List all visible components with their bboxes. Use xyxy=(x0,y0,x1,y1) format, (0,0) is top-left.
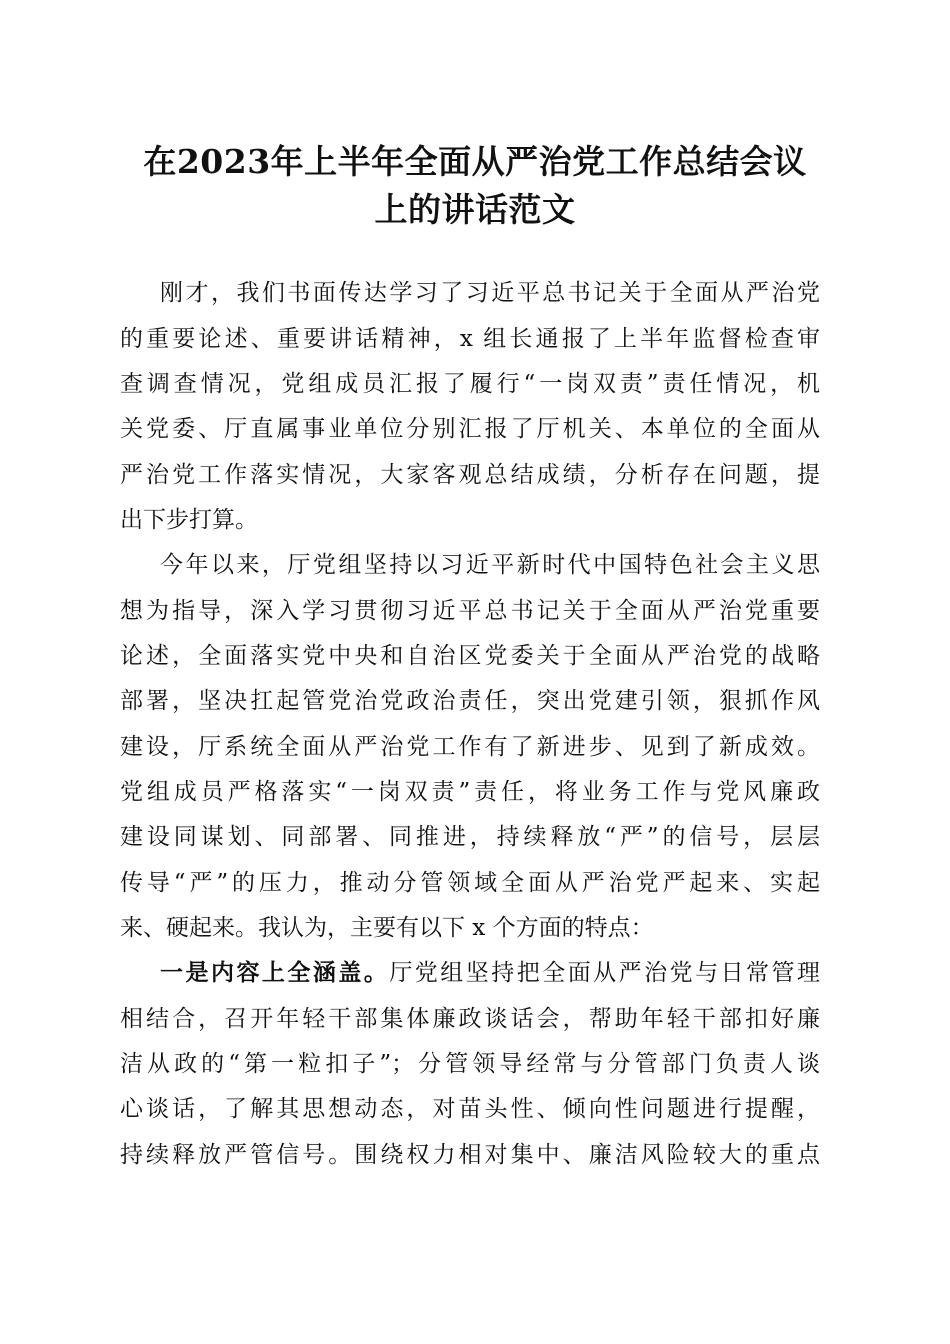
title-line: 在2023年上半年全面从严治党工作总结会议 xyxy=(143,142,807,181)
paragraph-line: 严治党工作落实情况，大家客观总结成绩，分析存在问题，提 xyxy=(120,462,820,488)
paragraph-text: 厅党组坚持把全面从严治党与日常管理 xyxy=(389,960,821,986)
paragraph-line: 建设，厅系统全面从严治党工作有了新进步、见到了新成效。 xyxy=(120,734,820,760)
paragraph-line: 来、硬起来。我认为，主要有以下 x 个方面的特点： xyxy=(120,915,654,941)
paragraph-line: 的重要论述、重要讲话精神，x 组长通报了上半年监督检查审 xyxy=(120,326,820,352)
paragraph-line: 相结合，召开年轻干部集体廉政谈话会，帮助年轻干部扣好廉 xyxy=(120,1006,820,1032)
paragraph-line: 想为指导，深入学习贯彻习近平总书记关于全面从严治党重要 xyxy=(120,598,820,624)
paragraph-lead: 一是内容上全涵盖。 xyxy=(160,959,390,986)
paragraph-line: 查调查情况，党组成员汇报了履行“一岗双责”责任情况，机 xyxy=(120,371,820,397)
paragraph-line: 刚才，我们书面传达学习了习近平总书记关于全面从严治党 xyxy=(160,280,820,306)
paragraph-line: 部署，坚决扛起管党治党政治责任，突出党建引领，狠抓作风 xyxy=(120,688,820,714)
paragraph-line: 论述，全面落实党中央和自治区党委关于全面从严治党的战略 xyxy=(120,643,820,669)
paragraph-line: 关党委、厅直属事业单位分别汇报了厅机关、本单位的全面从 xyxy=(120,416,820,442)
paragraph-line: 持续释放严管信号。围绕权力相对集中、廉洁风险较大的重点 xyxy=(120,1142,820,1168)
document-title xyxy=(100,138,850,234)
paragraph-line: 今年以来，厅党组坚持以习近平新时代中国特色社会主义思 xyxy=(160,552,820,578)
paragraph-line: 心谈话，了解其思想动态，对苗头性、倾向性问题进行提醒， xyxy=(120,1096,820,1122)
paragraph-line: 出下步打算。 xyxy=(120,507,258,533)
paragraph-line: 党组成员严格落实“一岗双责”责任，将业务工作与党风廉政 xyxy=(120,779,820,805)
paragraph-line: 洁从政的“第一粒扣子”；分管领导经常与分管部门负责人谈 xyxy=(120,1051,820,1077)
paragraph-line: 建设同谋划、同部署、同推进，持续释放“严”的信号，层层 xyxy=(120,824,820,850)
paragraph-line xyxy=(120,950,820,996)
title-line: 上的讲话范文 xyxy=(374,190,576,229)
paragraph-line: 传导“严”的压力，推动分管领域全面从严治党严起来、实起 xyxy=(120,870,820,896)
